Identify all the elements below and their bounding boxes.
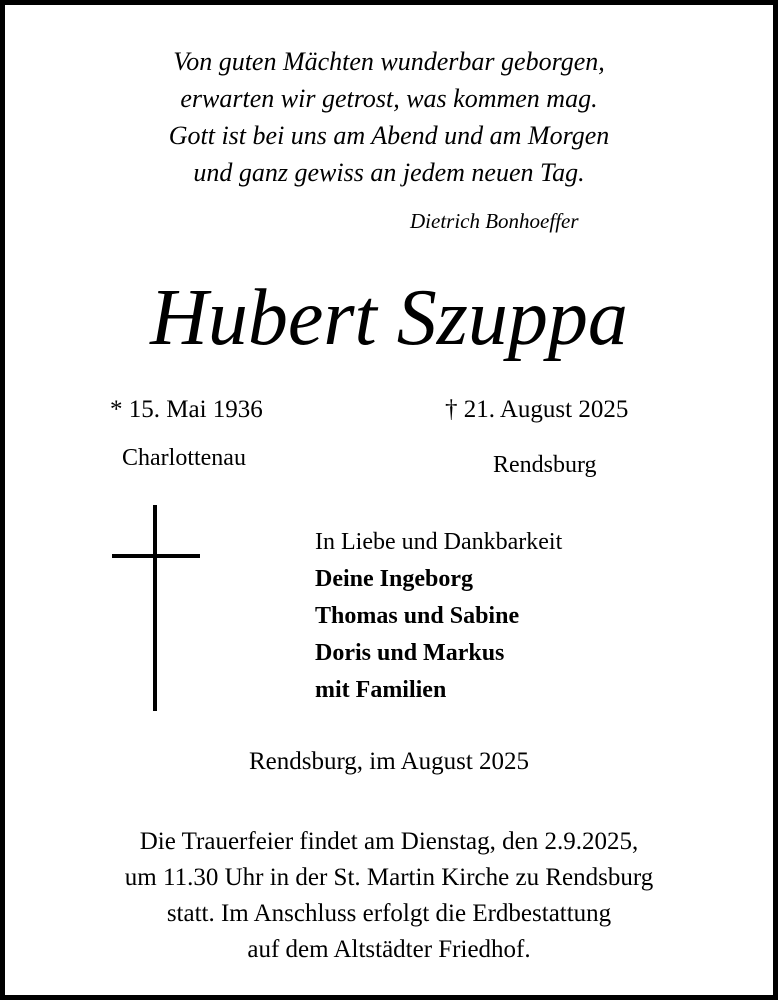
notice-line: statt. Im Anschluss erfolgt die Erdbestattung	[166, 900, 612, 927]
deceased-name: Hubert Szuppa	[150, 274, 628, 362]
mourner-name: Doris und Markus	[315, 640, 505, 666]
mourner-name: Thomas und Sabine	[315, 603, 520, 629]
notice-line: Die Trauerfeier findet am Dienstag, den 2.9.2025,	[139, 828, 639, 855]
death-date: † 21. August 2025	[445, 396, 629, 423]
birth-place: Charlottenau	[122, 445, 246, 471]
quote-line: Von guten Mächten wunderbar geborgen,	[173, 47, 605, 76]
funeral-notice	[5, 824, 773, 968]
quote-line: Gott ist bei uns am Abend und am Morgen	[168, 121, 610, 150]
mourner-name: mit Familien	[315, 677, 447, 703]
mourner-name: Deine Ingeborg	[315, 566, 473, 592]
place-and-date: Rendsburg, im August 2025	[248, 748, 530, 775]
mourners-intro: In Liebe und Dankbarkeit	[315, 529, 563, 555]
death-place: Rendsburg	[493, 452, 597, 478]
notice-line: auf dem Altstädter Friedhof.	[247, 936, 531, 963]
quote-author: Dietrich Bonhoeffer	[410, 209, 579, 233]
notice-line: um 11.30 Uhr in der St. Martin Kirche zu Rendsburg	[124, 864, 654, 891]
mourners-block	[315, 524, 562, 709]
birth-date: * 15. Mai 1936	[110, 396, 263, 423]
quote-line: erwarten wir getrost, was kommen mag.	[180, 84, 598, 113]
bonhoeffer-quote	[5, 43, 773, 191]
quote-line: und ganz gewiss an jedem neuen Tag.	[193, 158, 585, 187]
